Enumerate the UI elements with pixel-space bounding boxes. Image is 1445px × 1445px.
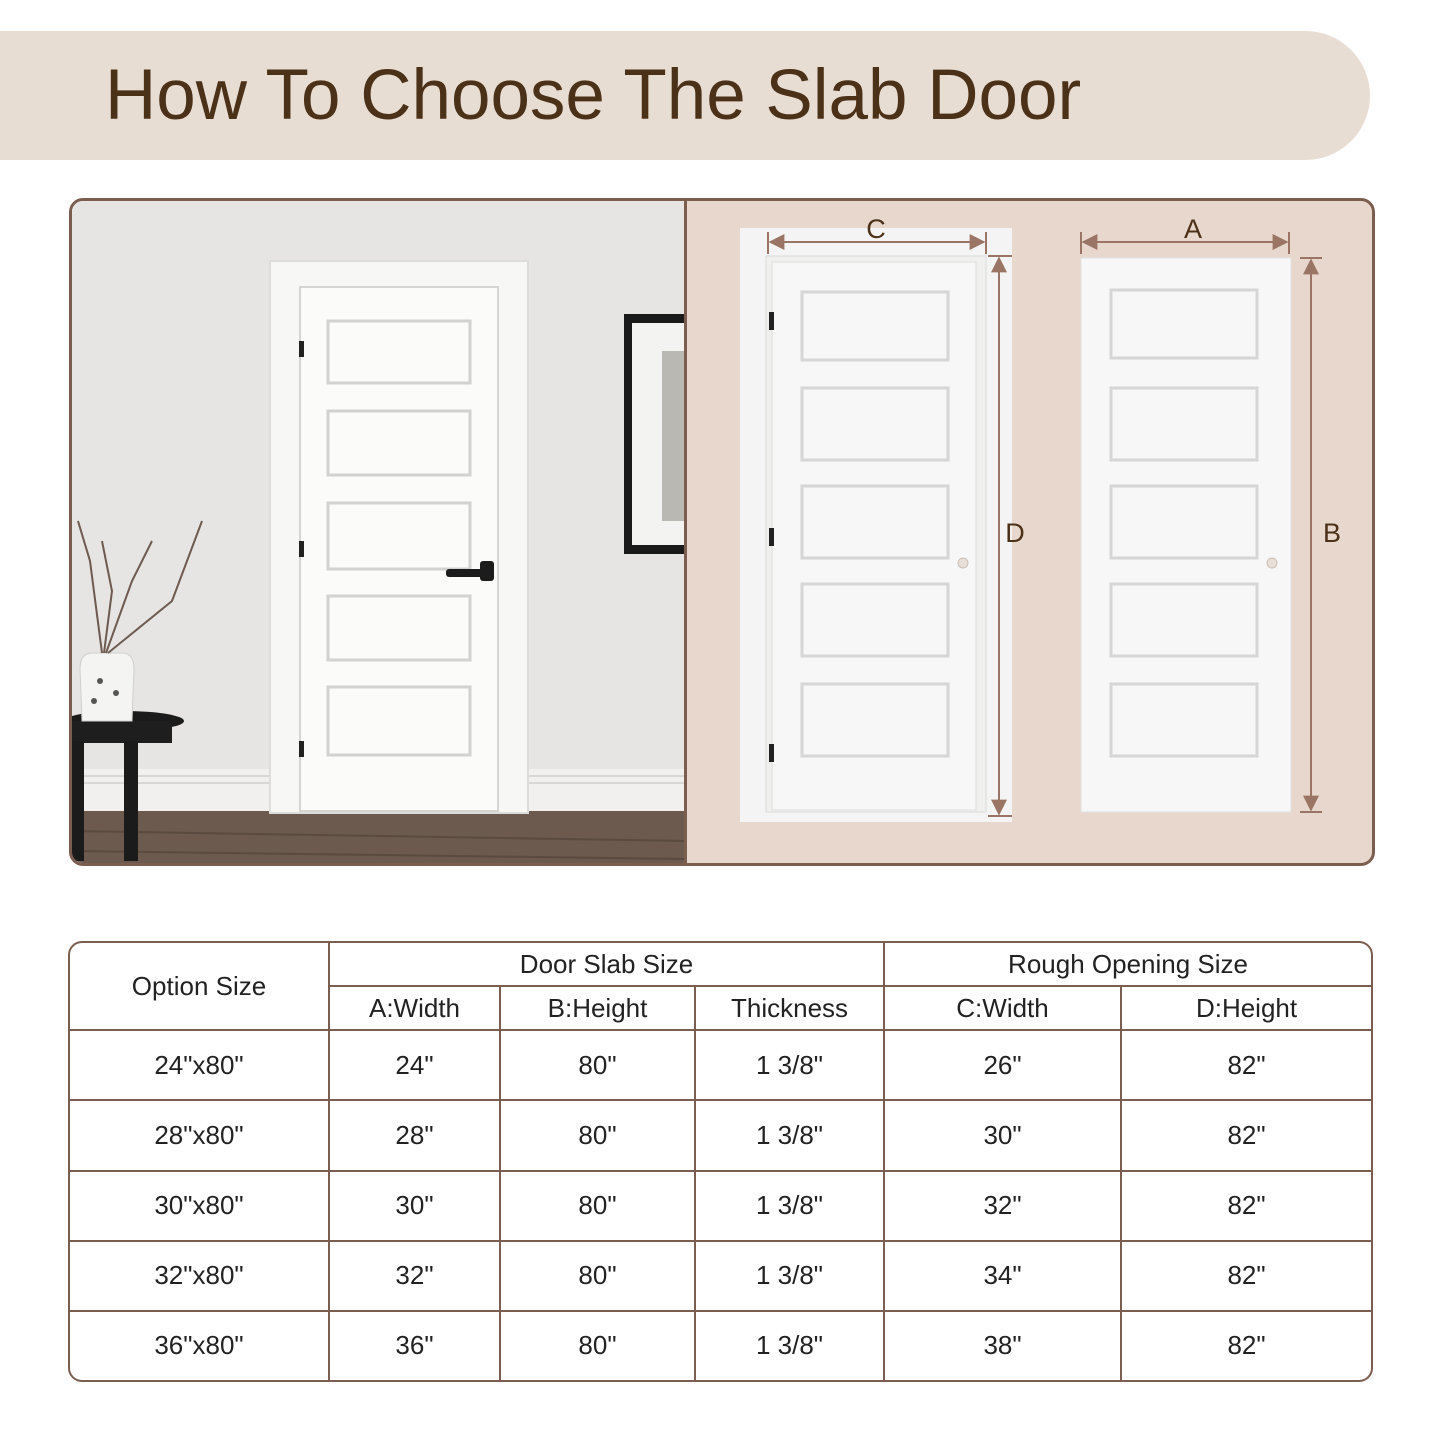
cell-thickness: 1 3/8": [696, 1101, 885, 1171]
cell-d-height: 82": [1122, 1242, 1371, 1312]
cell-option-size: 30"x80": [70, 1172, 330, 1242]
prehung-door-drawing: [740, 228, 1012, 822]
cell-option-size: 32"x80": [70, 1242, 330, 1312]
subheader-b-height: B:Height: [501, 987, 696, 1031]
cell-option-size: 28"x80": [70, 1101, 330, 1171]
rough-opening-size-header: Rough Opening Size: [885, 943, 1371, 987]
cell-a-width: 32": [330, 1242, 501, 1312]
option-size-header: Option Size: [70, 943, 330, 1031]
cell-b-height: 80": [501, 1242, 696, 1312]
dimension-label-b: B: [1322, 518, 1342, 548]
cell-b-height: 80": [501, 1031, 696, 1101]
cell-b-height: 80": [501, 1172, 696, 1242]
table-row: [70, 1101, 1371, 1171]
page-title: How To Choose The Slab Door: [105, 56, 1082, 135]
cell-thickness: 1 3/8": [696, 1242, 885, 1312]
cell-b-height: 80": [501, 1101, 696, 1171]
door-slab-size-header: Door Slab Size: [330, 943, 885, 987]
cell-a-width: 36": [330, 1312, 501, 1380]
cell-a-width: 28": [330, 1101, 501, 1171]
cell-c-width: 34": [885, 1242, 1122, 1312]
cell-c-width: 38": [885, 1312, 1122, 1380]
cell-thickness: 1 3/8": [696, 1312, 885, 1380]
table-row: [70, 1312, 1371, 1380]
subheader-a-width: A:Width: [330, 987, 501, 1031]
cell-c-width: 26": [885, 1031, 1122, 1101]
cell-d-height: 82": [1227, 1330, 1266, 1361]
cell-c-width: 32": [885, 1172, 1122, 1242]
cell-thickness: 1 3/8": [696, 1031, 885, 1101]
cell-a-width: 24": [330, 1031, 501, 1101]
table-row: [70, 1031, 1371, 1101]
cell-d-height: 82": [1122, 1172, 1371, 1242]
cell-option-size: 36"x80": [70, 1312, 330, 1380]
cell-b-height: 80": [501, 1312, 696, 1380]
cell-a-width: 30": [330, 1172, 501, 1242]
cell-d-height: 82": [1122, 1101, 1371, 1171]
subheader-thickness: Thickness: [696, 987, 885, 1031]
table-row: [70, 1172, 1371, 1242]
cell-c-width: 30": [885, 1101, 1122, 1171]
size-spec-table: [68, 941, 1373, 1382]
dimension-label-a: A: [1183, 214, 1203, 244]
table-row: [70, 1242, 1371, 1312]
subheader-c-width: C:Width: [885, 987, 1122, 1031]
subheader-d-height: D:Height: [1122, 987, 1371, 1031]
table-header-row: [70, 943, 1371, 987]
cell-option-size: 24"x80": [70, 1031, 330, 1101]
dimension-label-d: D: [1005, 518, 1025, 548]
dimension-label-c: C: [866, 214, 886, 244]
cell-d-height: 82": [1122, 1031, 1371, 1101]
slab-door-drawing: [1081, 258, 1291, 812]
cell-thickness: 1 3/8": [696, 1172, 885, 1242]
